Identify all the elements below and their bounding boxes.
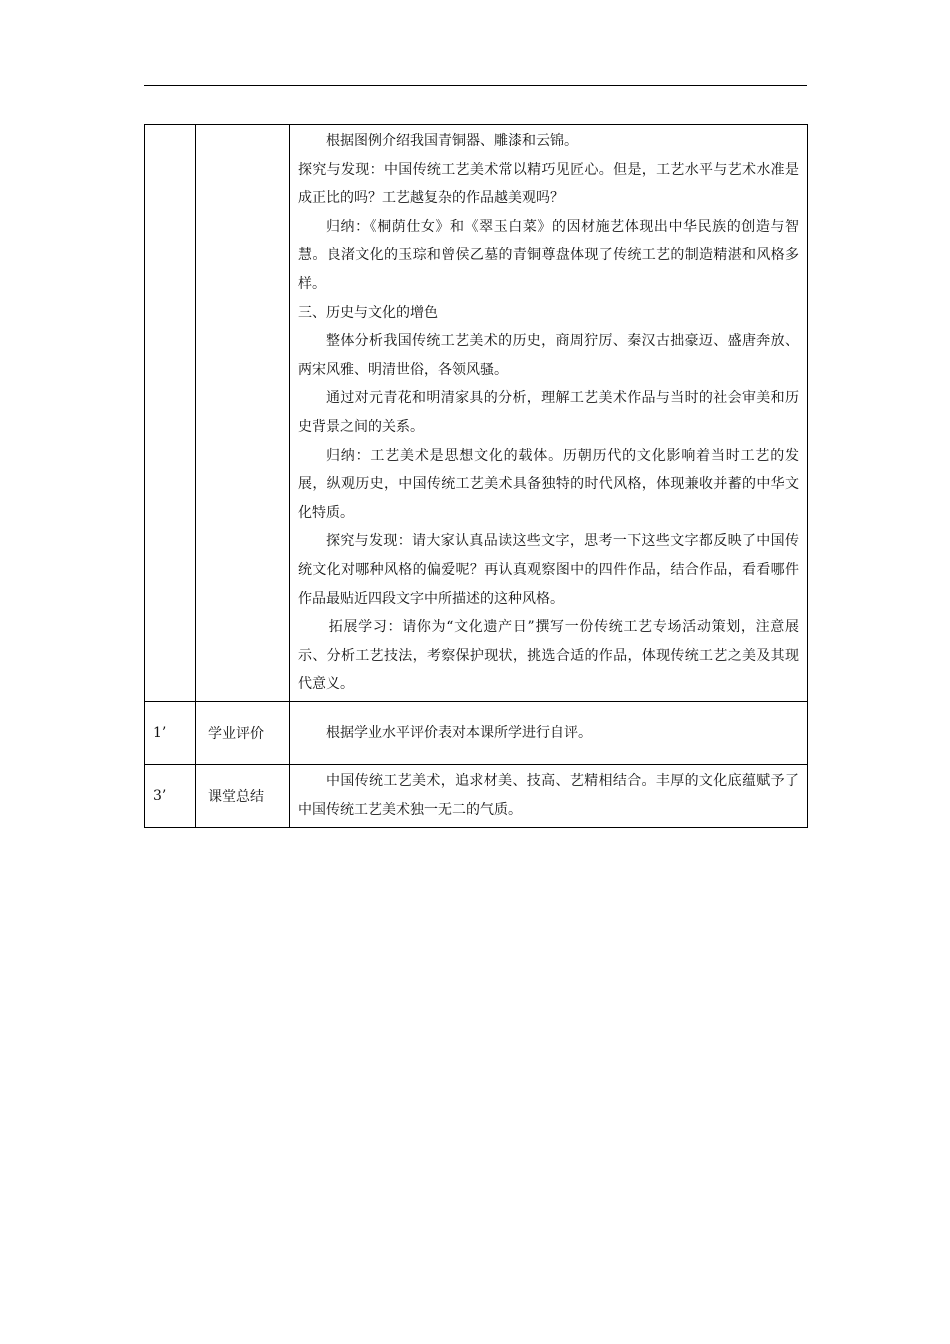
paragraph-summary-1: 归纳：《桐荫仕女》和《翠玉白菜》的因材施艺体现出中华民族的创造与智慧。良渚文化的玉琮和曾侯乙墓的青铜尊盘体现了传统工艺的制造精湛和风格多样。 xyxy=(298,218,799,292)
paragraph-history: 整体分析我国传统工艺美术的历史，商周狞厉、秦汉古拙豪迈、盛唐奔放、两宋风雅、明清世俗，各领风骚。 xyxy=(298,333,799,378)
lesson-plan-table xyxy=(144,124,808,828)
paragraph-explore-1: 探究与发现：中国传统工艺美术常以精巧见匠心。但是，工艺水平与艺术水准是成正比的吗？工艺越复杂的作品越美观吗？ xyxy=(298,161,799,207)
evaluation-text: 根据学业水平评价表对本课所学进行自评。 xyxy=(326,724,592,741)
paragraph-summary-2: 归纳：工艺美术是思想文化的载体。历朝历代的文化影响着当时工艺的发展，纵观历史，中国传统工艺美术具备独特的时代风格，体现兼收并蓄的中华文化特质。 xyxy=(298,447,799,521)
time-cell: 3’ xyxy=(145,764,196,827)
content-cell xyxy=(290,701,808,764)
content-cell xyxy=(290,125,808,702)
header-rule xyxy=(144,85,807,86)
paragraph-extension: 拓展学习：请你为“文化遗产日”撰写一份传统工艺专场活动策划，注意展示、分析工艺技法，考察保护现状，挑选合适的作品，体现传统工艺之美及其现代意义。 xyxy=(298,619,799,693)
time-cell xyxy=(145,125,196,702)
stage-label-cell: 学业评价 xyxy=(196,701,290,764)
section-heading-3: 三、历史与文化的增色 xyxy=(298,304,438,321)
content-cell xyxy=(290,764,808,827)
summary-text: 中国传统工艺美术，追求材美、技高、艺精相结合。丰厚的文化底蕴赋予了中国传统工艺美术独一无二的气质。 xyxy=(298,773,799,818)
paragraph-explore-2: 探究与发现：请大家认真品读这些文字，思考一下这些文字都反映了中国传统文化对哪种风格的偏爱呢？再认真观察图中的四件作品，结合作品，看看哪件作品最贴近四段文字中所描述的这种风格。 xyxy=(298,533,799,607)
time-cell: 1’ xyxy=(145,701,196,764)
stage-label-cell: 课堂总结 xyxy=(196,764,290,827)
table-row-activities xyxy=(145,125,808,702)
table-row-summary xyxy=(145,764,808,827)
paragraph-intro: 根据图例介绍我国青铜器、雕漆和云锦。 xyxy=(326,133,578,149)
table-row-evaluation xyxy=(145,701,808,764)
stage-label-cell xyxy=(196,125,290,702)
paragraph-analysis: 通过对元青花和明清家具的分析，理解工艺美术作品与当时的社会审美和历史背景之间的关系。 xyxy=(298,390,799,435)
